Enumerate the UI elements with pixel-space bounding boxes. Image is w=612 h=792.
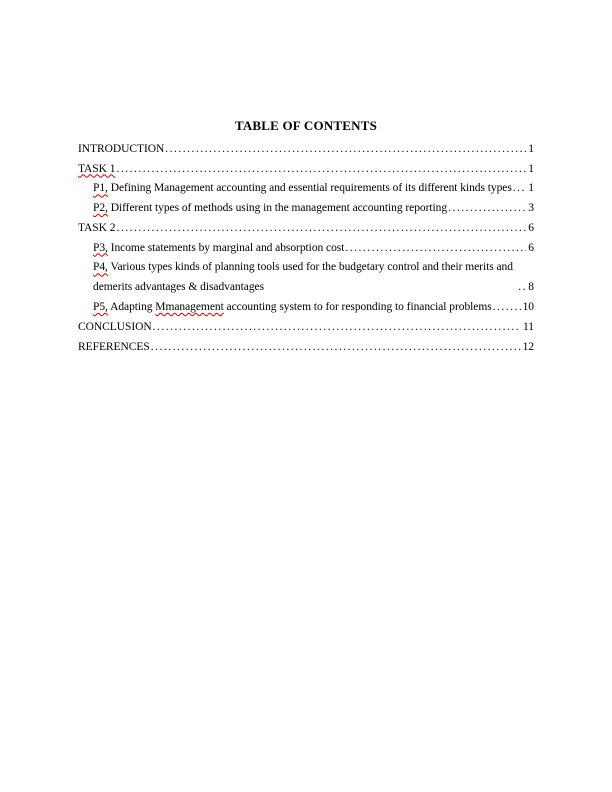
toc-entry-text bbox=[78, 318, 152, 338]
dot-leader bbox=[153, 318, 521, 338]
toc-entry-conclusion[interactable] bbox=[78, 318, 534, 338]
toc-entry-text bbox=[93, 258, 517, 298]
toc-entry-p3[interactable] bbox=[78, 239, 534, 259]
dot-leader bbox=[518, 278, 526, 298]
toc-entry-p2[interactable] bbox=[78, 199, 534, 219]
toc-entry-text bbox=[78, 338, 150, 358]
entry-text-segment: REFERENCES bbox=[78, 340, 150, 353]
toc-entry-task-1[interactable] bbox=[78, 160, 534, 180]
entry-text-segment: TASK 2 bbox=[78, 221, 116, 234]
misspelled-word: P4, bbox=[93, 261, 108, 274]
toc-page-number: 1 bbox=[528, 182, 534, 195]
toc-page-number: 6 bbox=[528, 241, 534, 254]
misspelled-word: P3, bbox=[93, 241, 108, 254]
entry-text-segment: INTRODUCTION bbox=[78, 142, 165, 155]
entry-text-segment: Adapting bbox=[107, 301, 156, 314]
toc-entry-p1[interactable] bbox=[78, 179, 534, 199]
dot-leader bbox=[493, 298, 521, 318]
entry-text-segment: accounting system to for responding to financial problems bbox=[223, 301, 492, 314]
entry-text-segment: Defining Management accounting and essential requirements of its different kinds types bbox=[107, 182, 512, 195]
toc-page-number: 1 bbox=[528, 142, 534, 155]
dot-leader bbox=[116, 219, 526, 239]
toc-page-number: 1 bbox=[528, 162, 534, 175]
dot-leader bbox=[448, 199, 526, 219]
toc-entry-text bbox=[78, 219, 115, 239]
toc-page-number: 8 bbox=[528, 281, 534, 294]
page-title: TABLE OF CONTENTS bbox=[234, 118, 378, 133]
toc-entry-p5[interactable] bbox=[78, 298, 534, 318]
dot-leader bbox=[345, 239, 526, 259]
misspelled-word: Mmanagement bbox=[155, 301, 224, 314]
dot-leader bbox=[165, 140, 526, 160]
entry-text-segment: Different types of methods using in the management accounting reporting bbox=[107, 202, 448, 215]
toc-entry-text bbox=[93, 199, 447, 219]
toc-entry-references[interactable] bbox=[78, 338, 534, 358]
toc-entry-introduction[interactable] bbox=[78, 140, 534, 160]
misspelled-word: P2, bbox=[93, 202, 108, 215]
toc-page-number: 11 bbox=[523, 320, 534, 333]
toc-page-number: 3 bbox=[528, 202, 534, 215]
dot-leader bbox=[151, 338, 521, 358]
toc-page-number: 10 bbox=[522, 301, 534, 314]
table-of-contents bbox=[78, 140, 534, 357]
entry-text-segment: Income statements by marginal and absorption cost bbox=[107, 241, 345, 254]
misspelled-word: P5, bbox=[93, 301, 108, 314]
toc-page-number: 6 bbox=[528, 221, 534, 234]
dot-leader bbox=[116, 160, 526, 180]
toc-entry-task-2[interactable] bbox=[78, 219, 534, 239]
toc-entry-text bbox=[93, 239, 344, 259]
toc-page-number: 12 bbox=[522, 340, 534, 353]
toc-entry-p4[interactable] bbox=[78, 258, 534, 298]
misspelled-word: P1, bbox=[93, 182, 108, 195]
toc-entry-text bbox=[78, 160, 115, 180]
dot-leader bbox=[513, 179, 527, 199]
misspelled-word: TASK 1 bbox=[78, 162, 116, 175]
entry-text-segment: Various types kinds of planning tools used for the budgetary control and their merits and demerits advantages & disadvantages bbox=[93, 261, 513, 294]
entry-text-segment: CONCLUSION bbox=[78, 320, 152, 333]
toc-entry-text bbox=[78, 140, 164, 160]
toc-entry-text bbox=[93, 179, 512, 199]
toc-entry-text bbox=[93, 298, 492, 318]
